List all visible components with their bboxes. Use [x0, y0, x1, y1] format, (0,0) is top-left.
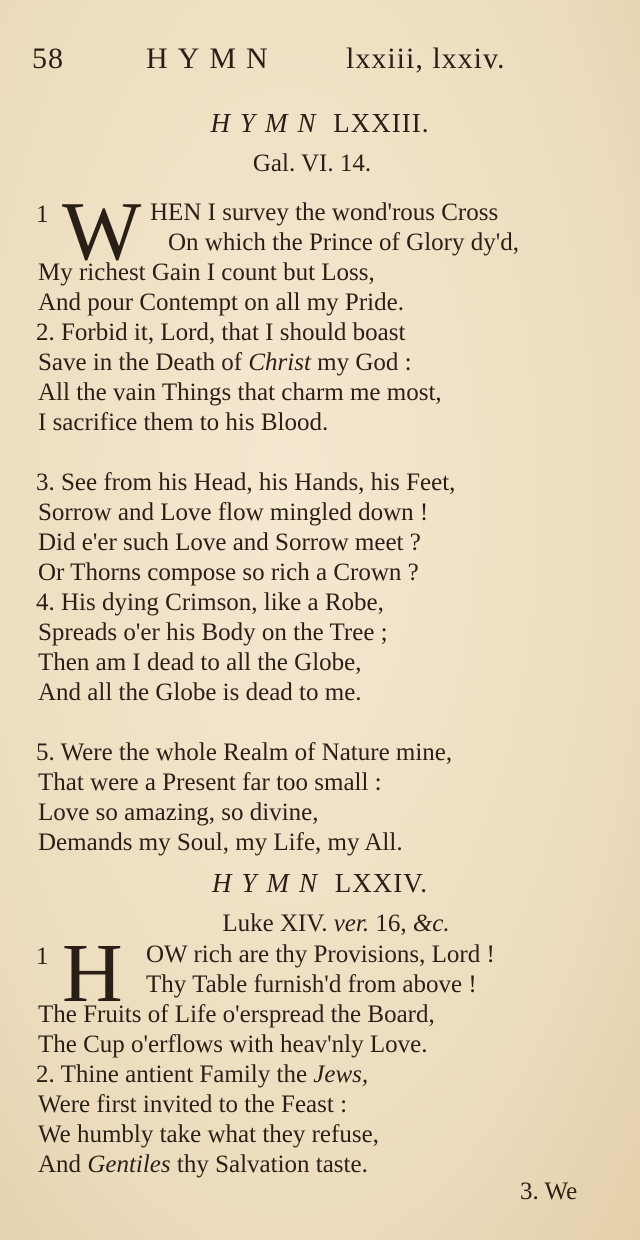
verse-line: On which the Prince of Glory dy'd, — [168, 229, 519, 256]
verse-line: 5. Were the whole Realm of Nature mine, — [36, 739, 453, 766]
hymn-title-word: HYMN — [211, 868, 327, 898]
verse-line: Save in the Death of Christ my God : — [38, 349, 412, 376]
verse-line: And all the Globe is dead to me. — [38, 679, 362, 706]
verse-line: Then am I dead to all the Globe, — [38, 649, 362, 676]
verse-line: OW rich are thy Provisions, Lord ! — [146, 941, 495, 968]
page-number: 58 — [32, 42, 64, 75]
verse-line: 2. Forbid it, Lord, that I should boast — [36, 319, 406, 346]
italic-word: Gentiles — [87, 1151, 171, 1178]
verse-number: 1 — [36, 201, 49, 228]
verse-number: 5. — [36, 739, 55, 766]
verse-line: 3. See from his Head, his Hands, his Feet, — [36, 469, 456, 496]
hymn-title-number: LXXIV. — [334, 868, 428, 898]
scripture-reference: Luke XIV. ver. 16, &c. — [222, 910, 450, 937]
verse-line: The Cup o'erflows with heav'nly Love. — [38, 1031, 428, 1058]
running-title: HYMN — [146, 42, 278, 75]
verse-line: Did e'er such Love and Sorrow meet ? — [38, 529, 421, 556]
page-header — [28, 42, 628, 86]
verse-line: 2. Thine antient Family the Jews, — [36, 1061, 369, 1088]
scripture-reference: Gal. VI. 14. — [252, 150, 372, 177]
verse-line: We humbly take what they refuse, — [38, 1121, 379, 1148]
verse-line: HEN I survey the wond'rous Cross — [150, 199, 499, 226]
italic-word: Christ — [248, 349, 311, 376]
verse-number: 2. — [36, 1061, 55, 1088]
verse-line: Spreads o'er his Body on the Tree ; — [38, 619, 388, 646]
verse-line: Or Thorns compose so rich a Crown ? — [38, 559, 419, 586]
hymn-title — [0, 108, 640, 139]
catchword: 3. We — [520, 1178, 578, 1205]
verse-line: That were a Present far too small : — [38, 769, 382, 796]
verse-line: Love so amazing, so divine, — [38, 799, 319, 826]
verse-line: Thy Table furnish'd from above ! — [146, 971, 477, 998]
verse-line: And Gentiles thy Salvation taste. — [38, 1151, 368, 1178]
verse-line: 4. His dying Crimson, like a Robe, — [36, 589, 384, 616]
hymn-title — [0, 868, 640, 899]
verse-line: My richest Gain I count but Loss, — [38, 259, 375, 286]
verse-number: 3. — [36, 469, 55, 496]
hymn-title-word: HYMN — [210, 108, 326, 138]
verse-line: Sorrow and Love flow mingled down ! — [38, 499, 429, 526]
verse-number: 1 — [36, 943, 49, 970]
drop-cap: W — [62, 185, 142, 278]
drop-cap: H — [62, 927, 123, 1020]
verse-line: All the vain Things that charm me most, — [38, 379, 442, 406]
verse-number: 4. — [36, 589, 55, 616]
italic-word: Jews, — [313, 1061, 369, 1088]
verse-line: Were first invited to the Feast : — [38, 1091, 348, 1118]
verse-line: I sacrifice them to his Blood. — [38, 409, 329, 436]
verse-line: Demands my Soul, my Life, my All. — [38, 829, 403, 856]
hymn-title-number: LXXIII. — [333, 108, 430, 138]
verse-line: The Fruits of Life o'erspread the Board, — [38, 1001, 435, 1028]
verse-line: And pour Contempt on all my Pride. — [38, 289, 404, 316]
verse-number: 2. — [36, 319, 55, 346]
running-numbers: lxxiii, lxxiv. — [346, 42, 506, 75]
